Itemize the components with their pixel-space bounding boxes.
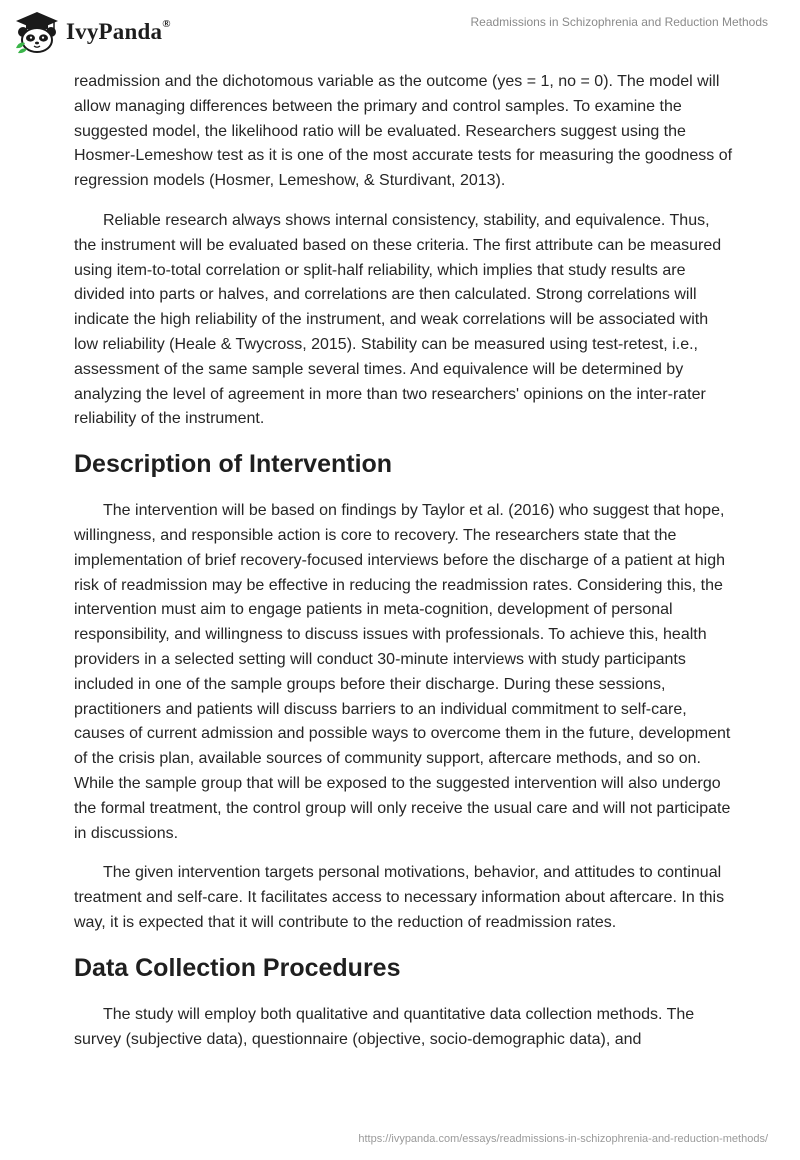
- registered-mark: ®: [162, 18, 171, 30]
- footer-url[interactable]: https://ivypanda.com/essays/readmissions-in-schizophrenia-and-reduction-methods/: [358, 1133, 768, 1145]
- page-header: [0, 0, 800, 64]
- paragraph-data-collection: The study will employ both qualitative and quantitative data collection methods. The survey (subjective data), questionnaire (objective, socio-demographic data), and: [74, 1005, 695, 1048]
- ivypanda-logo[interactable]: [14, 10, 171, 54]
- essay-content: [74, 70, 734, 1067]
- panda-graduate-icon: [14, 10, 60, 54]
- paragraph-intervention: The intervention will be based on findings by Taylor et al. (2016) who suggest that hope, willingness, and responsible action is core to recovery. The researchers state that the implementation of brief recovery-focused interviews before the discharge of a patient at high risk of readmission may be effective in reducing the readmission rates. Considering this, the intervention must aim to engage patients in meta-cognition, development of personal responsibility, and willingness to discuss issues with professionals. To achieve this, health providers in a selected setting will conduct 30-minute interviews with study participants included in one of the sample groups before their discharge. During these sessions, practitioners and patients will discuss barriers to an individual commitment to self-care, causes of current admission and possible ways to overcome them in the future, development of the crisis plan, available sources of community support, aftercare methods, and so on. While the sample group that will be exposed to the suggested intervention will also undergo the formal treatment, the control group will only receive the usual care and will not participate in discussions.: [74, 502, 731, 842]
- paragraph-intervention-targets: The given intervention targets personal motivations, behavior, and attitudes to continual treatment and self-care. It facilitates access to necessary information about aftercare. In this way, it is expected that it will contribute to the reduction of readmission rates.: [74, 864, 725, 931]
- paragraph-reliability: Reliable research always shows internal consistency, stability, and equivalence. Thus, the instrument will be evaluated based on these criteria. The first attribute can be measured using item-to-total correlation or split-half reliability, which implies that study results are divided into parts or halves, and correlations are then calculated. Strong correlations will indicate the high reliability of the instrument, and weak correlations will be associated with low reliability (Heale & Twycross, 2015). Stability can be measured using test-retest, i.e., assessment of the same sample several times. And equivalence will be determined by analyzing the level of agreement in more than two researchers' opinions on the inter-rater reliability of the instrument.: [74, 211, 722, 428]
- heading-data-collection-procedures: Data Collection Procedures: [74, 953, 401, 982]
- document-title: Readmissions in Schizophrenia and Reduction Methods: [470, 15, 768, 29]
- brand-name: IvyPanda®: [66, 18, 171, 44]
- heading-description-of-intervention: Description of Intervention: [74, 450, 393, 479]
- paragraph-regression-model: readmission and the dichotomous variable as the outcome (yes = 1, no = 0). The model will allow managing differences between the primary and control samples. To examine the suggested model, the likelihood ratio will be evaluated. Researchers suggest using the Hosmer-Lemeshow test as it is one of the most accurate tests for measuring the goodness of regression models (Hosmer, Lemeshow, & Sturdivant, 2013).: [74, 73, 733, 190]
